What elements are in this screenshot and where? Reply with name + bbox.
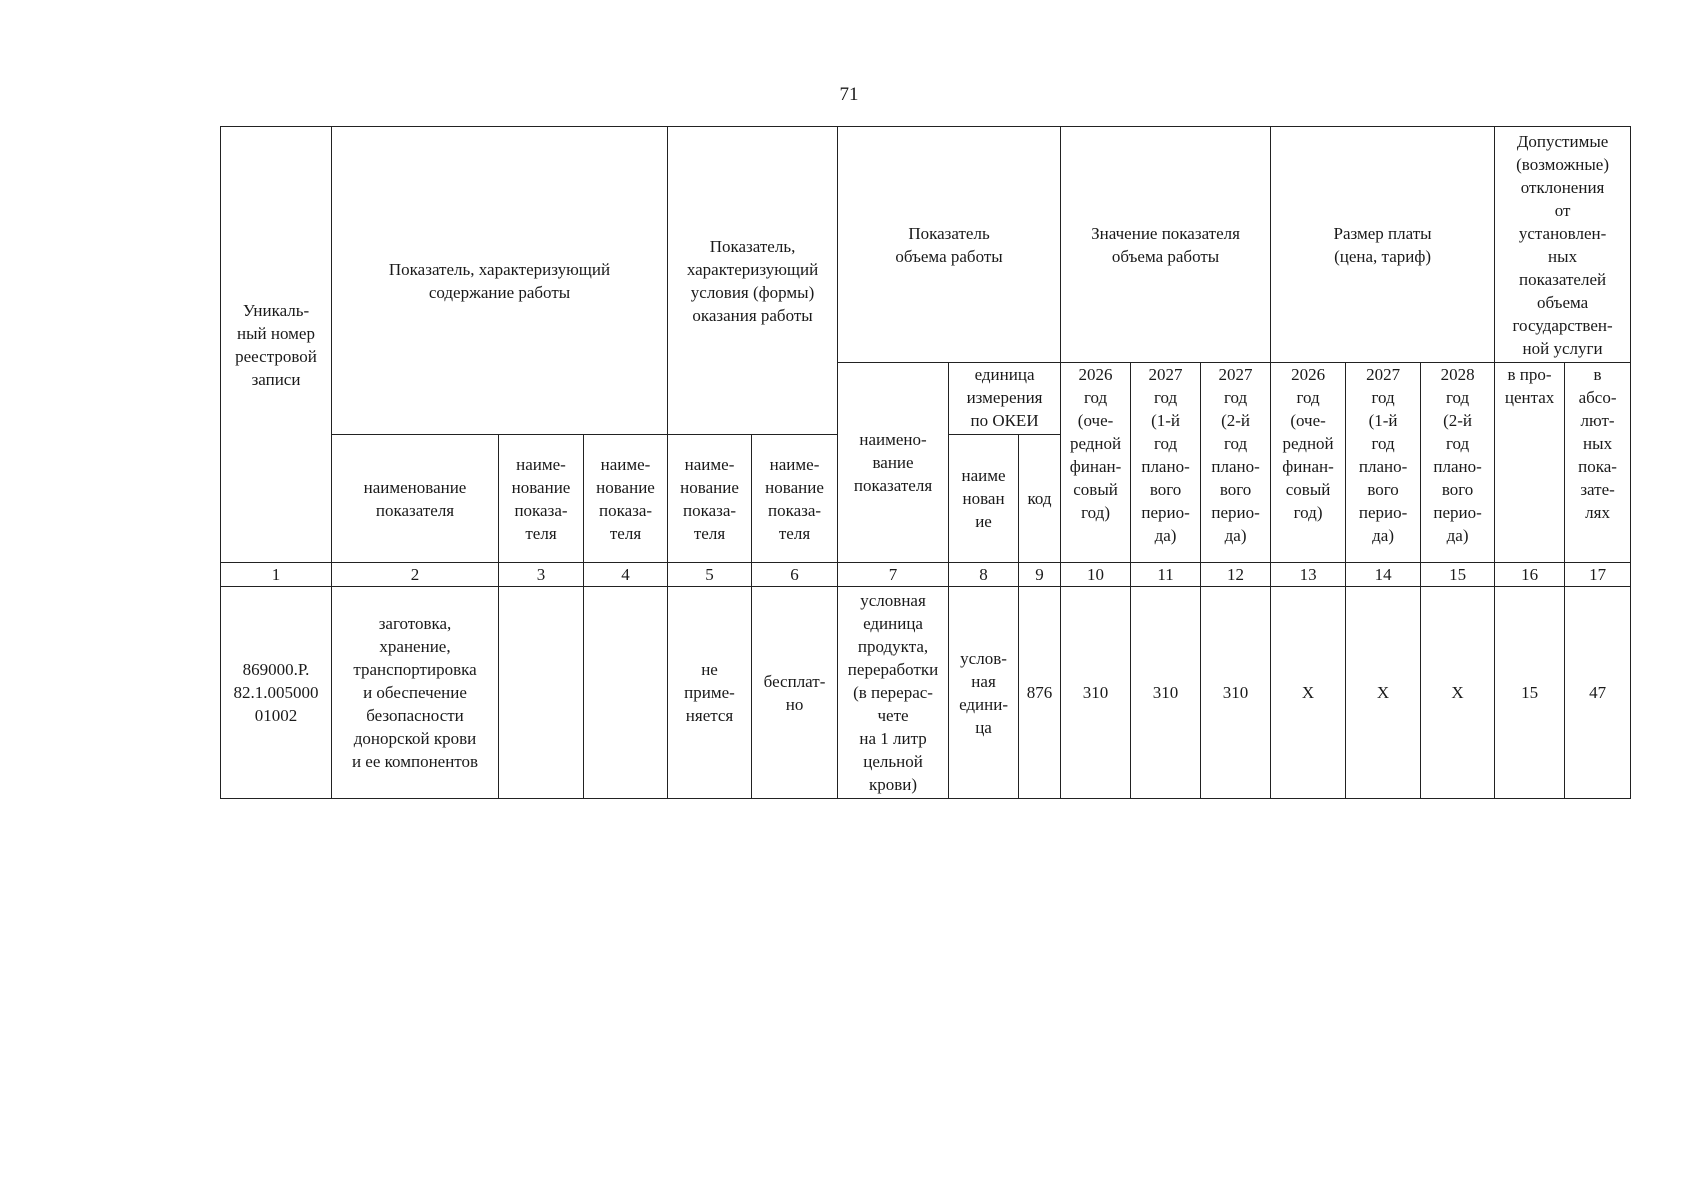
cell-not-applicable: не приме- няется bbox=[668, 587, 752, 799]
cell-col-4 bbox=[584, 587, 668, 799]
cell-indicator-name: условная единица продукта, переработки (в перерас- чете на 1 литр цельной крови) bbox=[838, 587, 949, 799]
column-number: 14 bbox=[1346, 563, 1421, 587]
header-col-2: наименование показателя bbox=[332, 435, 499, 563]
column-number: 16 bbox=[1495, 563, 1565, 587]
cell-fee-2026: X bbox=[1271, 587, 1346, 799]
cell-value-2027: 310 bbox=[1131, 587, 1201, 799]
header-col-5: наиме- нование показа- теля bbox=[668, 435, 752, 563]
header-year-15: 2028 год (2-й год плано- вого перио- да) bbox=[1421, 363, 1495, 563]
header-okei-name: наиме нован ие bbox=[949, 435, 1019, 563]
cell-code: 876 bbox=[1019, 587, 1061, 799]
header-col-6: наиме- нование показа- теля bbox=[752, 435, 838, 563]
cell-content: заготовка, хранение, транспортировка и обеспечение безопасности донорской крови и ее компонентов bbox=[332, 587, 499, 799]
cell-registry-number: 869000.Р. 82.1.005000 01002 bbox=[221, 587, 332, 799]
header-content-indicator: Показатель, характеризующий содержание работы bbox=[332, 127, 668, 435]
column-number: 4 bbox=[584, 563, 668, 587]
cell-deviation-absolute: 47 bbox=[1565, 587, 1631, 799]
column-number: 10 bbox=[1061, 563, 1131, 587]
header-year-13: 2026 год (оче- редной финан- совый год) bbox=[1271, 363, 1346, 563]
header-unique-number: Уникаль- ный номер реестровой записи bbox=[221, 127, 332, 563]
header-volume-indicator: Показатель объема работы bbox=[838, 127, 1061, 363]
header-okei-code: код bbox=[1019, 435, 1061, 563]
header-indicator-name: наимено- вание показателя bbox=[838, 363, 949, 563]
cell-fee-2028: X bbox=[1421, 587, 1495, 799]
column-number: 7 bbox=[838, 563, 949, 587]
header-in-percent: в про- центах bbox=[1495, 363, 1565, 563]
column-number: 2 bbox=[332, 563, 499, 587]
cell-unit-name: услов- ная едини- ца bbox=[949, 587, 1019, 799]
column-number: 17 bbox=[1565, 563, 1631, 587]
cell-value-2026: 310 bbox=[1061, 587, 1131, 799]
column-number: 13 bbox=[1271, 563, 1346, 587]
header-fee-size: Размер платы (цена, тариф) bbox=[1271, 127, 1495, 363]
header-in-absolute: в абсо- лют- ных пока- зате- лях bbox=[1565, 363, 1631, 563]
cell-col-3 bbox=[499, 587, 584, 799]
column-number: 15 bbox=[1421, 563, 1495, 587]
header-year-10: 2026 год (оче- редной финан- совый год) bbox=[1061, 363, 1131, 563]
column-number-row bbox=[221, 563, 1631, 587]
column-number: 9 bbox=[1019, 563, 1061, 587]
work-volume-table bbox=[220, 126, 1631, 799]
header-allowed-deviations: Допустимые (возможные) отклонения от установлен- ных показателей объема государствен- ной услуги bbox=[1495, 127, 1631, 363]
column-number: 1 bbox=[221, 563, 332, 587]
cell-deviation-percent: 15 bbox=[1495, 587, 1565, 799]
cell-fee-2027: X bbox=[1346, 587, 1421, 799]
page-number: 71 bbox=[839, 84, 859, 105]
header-okei-unit: единица измерения по ОКЕИ bbox=[949, 363, 1061, 435]
column-number: 5 bbox=[668, 563, 752, 587]
header-conditions-indicator: Показатель, характеризующий условия (формы) оказания работы bbox=[668, 127, 838, 435]
header-year-14: 2027 год (1-й год плано- вого перио- да) bbox=[1346, 363, 1421, 563]
header-year-12: 2027 год (2-й год плано- вого перио- да) bbox=[1201, 363, 1271, 563]
cell-free: бесплат- но bbox=[752, 587, 838, 799]
table-row bbox=[221, 587, 1631, 799]
column-number: 6 bbox=[752, 563, 838, 587]
column-number: 12 bbox=[1201, 563, 1271, 587]
column-number: 11 bbox=[1131, 563, 1201, 587]
header-col-4: наиме- нование показа- теля bbox=[584, 435, 668, 563]
column-number: 8 bbox=[949, 563, 1019, 587]
header-volume-value: Значение показателя объема работы bbox=[1061, 127, 1271, 363]
header-year-11: 2027 год (1-й год плано- вого перио- да) bbox=[1131, 363, 1201, 563]
column-number: 3 bbox=[499, 563, 584, 587]
header-col-3: наиме- нование показа- теля bbox=[499, 435, 584, 563]
cell-value-2028: 310 bbox=[1201, 587, 1271, 799]
